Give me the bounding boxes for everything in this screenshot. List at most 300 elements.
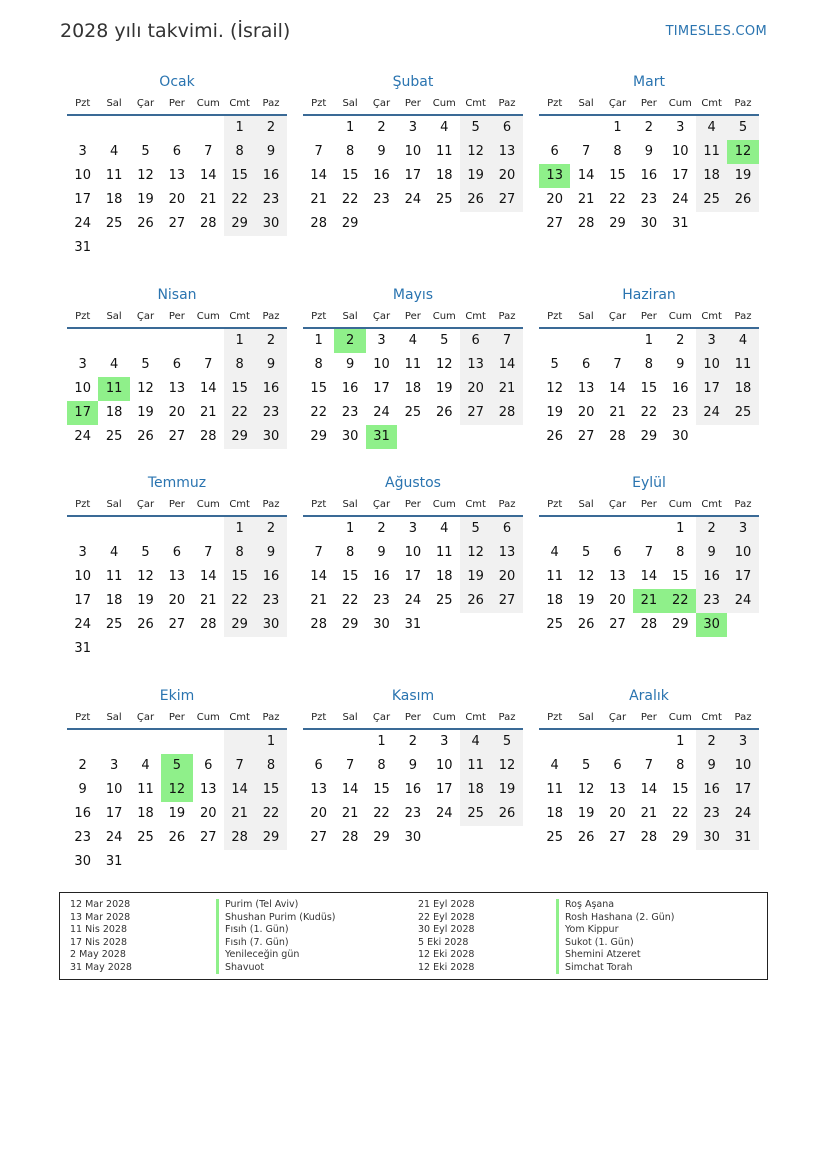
day-cell: 23 — [74, 830, 91, 845]
day-cell: 15 — [671, 569, 689, 584]
day-cell: 15 — [341, 168, 359, 183]
day-cell: 14 — [609, 381, 626, 396]
day-cell: 8 — [676, 545, 685, 560]
day-cell: 25 — [546, 830, 563, 845]
day-cell: 19 — [460, 164, 491, 188]
day-cell: 14 — [199, 168, 217, 183]
day-cell: 11 — [460, 754, 491, 778]
day-cell: 21 — [224, 802, 255, 826]
weekday-label: Çar — [136, 98, 155, 109]
weekday-label: Cmt — [701, 311, 722, 322]
day-cell: 16 — [671, 381, 689, 396]
day-cell: 5 — [727, 116, 758, 140]
day-cell: 19 — [137, 405, 154, 420]
day-cell: 21 — [609, 405, 626, 420]
day-cell: 10 — [105, 782, 123, 797]
weekday-label: Pzt — [75, 98, 91, 109]
day-cell: 26 — [137, 429, 154, 444]
day-cell: 24 — [105, 830, 123, 845]
day-cell: 19 — [546, 405, 563, 420]
weekday-label: Paz — [498, 712, 516, 723]
empty-cell — [161, 236, 192, 260]
day-cell: 10 — [74, 569, 91, 584]
legend-dates-right — [418, 899, 475, 974]
day-cell: 17 — [696, 377, 727, 401]
weekday-label: Pzt — [311, 311, 327, 322]
day-cell: 7 — [204, 144, 213, 159]
empty-cell — [334, 730, 365, 754]
weekday-header — [67, 307, 287, 329]
legend-entry: Shavuot — [216, 962, 336, 975]
weekday-label: Cmt — [701, 98, 722, 109]
day-grid — [303, 329, 523, 449]
weekday-label: Cmt — [465, 712, 486, 723]
day-cell: 23 — [373, 192, 390, 207]
day-cell: 15 — [310, 381, 327, 396]
day-cell: 3 — [78, 144, 87, 159]
empty-cell — [98, 517, 129, 541]
day-cell: 11 — [435, 144, 453, 159]
day-cell: 16 — [696, 565, 727, 589]
day-grid — [67, 116, 287, 260]
day-cell: 16 — [404, 782, 422, 797]
day-cell: 16 — [255, 164, 286, 188]
day-cell: 15 — [373, 782, 390, 797]
day-cell: 9 — [377, 545, 386, 560]
empty-cell — [130, 116, 161, 140]
day-cell: 18 — [696, 164, 727, 188]
weekday-label: Per — [640, 712, 657, 723]
day-cell: 14 — [577, 168, 595, 183]
empty-cell — [224, 236, 255, 260]
legend-entry: 11 Nis 2028 — [70, 924, 127, 935]
day-cell: 8 — [345, 144, 355, 159]
empty-cell — [67, 517, 98, 541]
month-calendar — [303, 70, 523, 236]
day-cell: 13 — [310, 782, 327, 797]
day-cell: 22 — [224, 401, 255, 425]
empty-cell — [193, 329, 224, 353]
weekday-header — [303, 307, 523, 329]
weekday-label: Çar — [372, 311, 391, 322]
day-cell: 27 — [609, 830, 626, 845]
empty-cell — [539, 517, 570, 541]
day-cell: 20 — [168, 405, 186, 420]
weekday-label: Pzt — [75, 499, 91, 510]
day-cell: 14 — [224, 778, 255, 802]
day-cell: 23 — [255, 188, 286, 212]
day-cell: 6 — [550, 144, 559, 159]
empty-cell — [98, 329, 129, 353]
day-cell: 14 — [341, 782, 359, 797]
weekday-label: Sal — [578, 98, 594, 109]
day-cell: 26 — [168, 830, 186, 845]
day-cell: 16 — [696, 778, 727, 802]
day-cell: 21 — [199, 192, 217, 207]
day-cell: 23 — [255, 401, 286, 425]
day-cell: 29 — [224, 613, 255, 637]
day-cell: 22 — [665, 589, 696, 613]
day-cell: 12 — [577, 782, 595, 797]
day-cell: 19 — [435, 381, 453, 396]
day-cell: 20 — [168, 593, 186, 608]
day-cell: 7 — [314, 144, 323, 159]
day-cell: 4 — [109, 545, 119, 560]
day-cell: 15 — [255, 778, 286, 802]
weekday-label: Cmt — [465, 499, 486, 510]
day-cell: 5 — [491, 730, 522, 754]
day-cell: 30 — [696, 826, 727, 850]
empty-cell — [255, 850, 286, 874]
weekday-label: Per — [168, 712, 185, 723]
weekday-label: Pzt — [75, 311, 91, 322]
day-cell: 29 — [640, 429, 658, 444]
day-cell: 19 — [137, 192, 154, 207]
day-cell: 11 — [727, 353, 758, 377]
weekday-label: Çar — [608, 98, 627, 109]
legend-entry: 30 Eyl 2028 — [418, 924, 475, 935]
weekday-label: Cum — [196, 311, 220, 322]
brand-link[interactable]: TIMESLES.COM — [665, 24, 767, 39]
day-cell: 18 — [460, 778, 491, 802]
day-cell: 20 — [199, 806, 217, 821]
empty-cell — [193, 730, 224, 754]
day-cell: 11 — [546, 782, 563, 797]
empty-cell — [130, 236, 161, 260]
day-cell: 13 — [168, 381, 186, 396]
day-cell: 17 — [671, 168, 689, 183]
day-cell: 22 — [609, 192, 626, 207]
weekday-label: Cmt — [229, 712, 250, 723]
day-cell: 3 — [727, 517, 758, 541]
day-cell: 5 — [581, 545, 591, 560]
day-cell: 29 — [609, 216, 626, 231]
day-cell: 2 — [255, 329, 286, 353]
weekday-label: Çar — [608, 712, 627, 723]
day-cell: 1 — [676, 521, 685, 536]
day-cell: 5 — [581, 758, 591, 773]
day-cell: 2 — [377, 120, 386, 135]
day-cell: 29 — [310, 429, 327, 444]
day-cell: 5 — [440, 333, 449, 348]
day-cell: 9 — [696, 541, 727, 565]
empty-cell — [98, 730, 129, 754]
day-cell: 5 — [141, 545, 150, 560]
day-cell: 18 — [546, 593, 563, 608]
day-cell: 8 — [345, 545, 355, 560]
weekday-label: Cmt — [229, 98, 250, 109]
day-cell: 14 — [640, 569, 658, 584]
weekday-label: Çar — [372, 712, 391, 723]
day-cell: 13 — [609, 569, 626, 584]
day-cell: 26 — [460, 188, 491, 212]
day-cell: 1 — [224, 329, 255, 353]
month-calendar — [539, 471, 759, 637]
day-grid — [67, 329, 287, 449]
empty-cell — [570, 116, 601, 140]
legend-entry: 2 May 2028 — [70, 949, 126, 960]
day-cell: 6 — [460, 329, 491, 353]
day-cell: 21 — [199, 405, 217, 420]
weekday-label: Cum — [668, 98, 692, 109]
month-title: Ağustos — [385, 475, 441, 491]
day-cell: 7 — [314, 545, 323, 560]
day-cell: 21 — [577, 192, 595, 207]
day-cell: 5 — [141, 144, 150, 159]
day-cell: 28 — [341, 830, 359, 845]
weekday-label: Çar — [372, 98, 391, 109]
day-cell: 8 — [644, 357, 653, 372]
day-cell: 3 — [408, 120, 417, 135]
day-cell: 4 — [696, 116, 727, 140]
month-title: Ocak — [159, 74, 195, 90]
empty-cell — [570, 329, 601, 353]
empty-cell — [67, 116, 98, 140]
weekday-label: Paz — [498, 98, 516, 109]
empty-cell — [193, 236, 224, 260]
weekday-label: Cum — [196, 98, 220, 109]
day-grid — [303, 517, 523, 637]
day-cell: 25 — [727, 401, 758, 425]
day-cell: 14 — [310, 569, 327, 584]
weekday-label: Paz — [498, 499, 516, 510]
day-cell: 26 — [546, 429, 563, 444]
day-cell: 13 — [577, 381, 595, 396]
day-cell: 4 — [109, 144, 119, 159]
day-cell: 20 — [491, 164, 522, 188]
legend-entry: Yenileceğin gün — [216, 949, 336, 962]
weekday-label: Cum — [432, 98, 456, 109]
day-cell: 5 — [550, 357, 559, 372]
empty-cell — [224, 850, 255, 874]
day-cell: 9 — [345, 357, 355, 372]
day-cell: 23 — [696, 589, 727, 613]
day-cell: 28 — [199, 429, 217, 444]
day-cell: 30 — [255, 425, 286, 449]
day-cell: 7 — [491, 329, 522, 353]
day-cell: 20 — [310, 806, 327, 821]
day-cell: 6 — [491, 116, 522, 140]
page-title: 2028 yılı takvimi. (İsrail) — [60, 20, 291, 42]
day-cell: 23 — [696, 802, 727, 826]
day-cell: 21 — [199, 593, 217, 608]
empty-cell — [98, 116, 129, 140]
day-cell: 30 — [373, 617, 390, 632]
day-cell: 24 — [727, 589, 758, 613]
day-cell: 2 — [408, 734, 417, 749]
day-cell: 10 — [435, 758, 453, 773]
day-cell: 2 — [78, 758, 87, 773]
day-cell: 18 — [435, 168, 453, 183]
day-cell: 18 — [546, 806, 563, 821]
day-cell: 3 — [408, 521, 417, 536]
day-cell: 21 — [640, 806, 658, 821]
day-cell: 9 — [696, 754, 727, 778]
day-cell: 31 — [404, 617, 422, 632]
empty-cell — [161, 517, 192, 541]
empty-cell — [130, 637, 161, 661]
month-calendar — [67, 283, 287, 449]
empty-cell — [193, 517, 224, 541]
weekday-label: Per — [640, 311, 657, 322]
weekday-label: Cum — [668, 311, 692, 322]
day-cell: 17 — [404, 569, 422, 584]
empty-cell — [130, 329, 161, 353]
day-cell: 10 — [74, 168, 91, 183]
day-cell: 25 — [435, 593, 453, 608]
day-grid — [539, 517, 759, 637]
day-cell: 19 — [460, 565, 491, 589]
day-cell: 28 — [640, 617, 658, 632]
empty-cell — [255, 637, 286, 661]
day-cell: 15 — [341, 569, 359, 584]
day-cell: 1 — [224, 517, 255, 541]
day-cell: 7 — [581, 144, 591, 159]
day-cell: 7 — [224, 754, 255, 778]
day-cell: 10 — [727, 541, 758, 565]
weekday-header — [539, 307, 759, 329]
day-cell: 4 — [440, 521, 449, 536]
day-cell: 8 — [224, 541, 255, 565]
weekday-label: Cmt — [229, 499, 250, 510]
day-cell: 15 — [224, 164, 255, 188]
legend-entry: Yom Kippur — [556, 924, 675, 937]
day-cell: 24 — [404, 192, 422, 207]
day-cell: 18 — [105, 593, 123, 608]
day-cell: 1 — [613, 120, 622, 135]
day-cell: 9 — [676, 357, 685, 372]
day-cell: 31 — [105, 854, 123, 869]
month-title: Temmuz — [147, 475, 207, 491]
day-cell: 17 — [373, 381, 390, 396]
day-cell: 22 — [310, 405, 327, 420]
day-cell: 26 — [137, 617, 154, 632]
empty-cell — [460, 425, 491, 449]
day-cell: 11 — [435, 545, 453, 560]
empty-cell — [727, 212, 758, 236]
day-cell: 8 — [676, 758, 685, 773]
day-cell: 17 — [105, 806, 123, 821]
weekday-label: Cum — [432, 499, 456, 510]
month-title: Mayıs — [392, 287, 434, 303]
day-cell: 11 — [98, 377, 129, 401]
day-cell: 9 — [408, 758, 417, 773]
weekday-label: Pzt — [547, 712, 563, 723]
day-cell: 18 — [727, 377, 758, 401]
day-cell: 8 — [224, 140, 255, 164]
day-cell: 21 — [310, 593, 327, 608]
day-cell: 2 — [676, 333, 685, 348]
weekday-label: Çar — [608, 311, 627, 322]
day-cell: 12 — [137, 381, 154, 396]
weekday-label: Sal — [342, 98, 358, 109]
legend-entry: Shemini Atzeret — [556, 949, 675, 962]
day-cell: 20 — [460, 377, 491, 401]
day-cell: 26 — [577, 617, 595, 632]
day-cell: 9 — [255, 140, 286, 164]
empty-cell — [224, 637, 255, 661]
day-cell: 30 — [74, 854, 91, 869]
day-cell: 27 — [546, 216, 563, 231]
empty-cell — [460, 613, 491, 637]
weekday-label: Cmt — [701, 712, 722, 723]
day-cell: 4 — [727, 329, 758, 353]
weekday-label: Sal — [342, 311, 358, 322]
weekday-label: Çar — [136, 311, 155, 322]
day-cell: 12 — [491, 754, 522, 778]
month-title: Eylül — [632, 475, 666, 491]
empty-cell — [429, 613, 460, 637]
day-cell: 12 — [546, 381, 563, 396]
day-cell: 7 — [644, 758, 653, 773]
empty-cell — [161, 730, 192, 754]
day-cell: 20 — [577, 405, 595, 420]
empty-cell — [539, 329, 570, 353]
day-cell: 15 — [224, 565, 255, 589]
weekday-label: Per — [404, 311, 421, 322]
day-cell: 27 — [460, 401, 491, 425]
day-cell: 3 — [696, 329, 727, 353]
empty-cell — [539, 116, 570, 140]
weekday-header — [303, 708, 523, 730]
empty-cell — [602, 329, 633, 353]
day-cell: 25 — [137, 830, 154, 845]
day-cell: 25 — [460, 802, 491, 826]
weekday-label: Çar — [136, 499, 155, 510]
day-cell: 12 — [137, 168, 154, 183]
day-cell: 26 — [435, 405, 453, 420]
day-cell: 27 — [168, 216, 186, 231]
empty-cell — [429, 826, 460, 850]
empty-cell — [696, 212, 727, 236]
day-cell: 20 — [546, 192, 563, 207]
month-title: Ekim — [159, 688, 195, 704]
day-cell: 2 — [255, 517, 286, 541]
day-cell: 10 — [74, 381, 91, 396]
day-cell: 23 — [341, 405, 359, 420]
empty-cell — [570, 730, 601, 754]
empty-cell — [460, 826, 491, 850]
holiday-legend — [59, 892, 768, 980]
day-cell: 1 — [676, 734, 685, 749]
day-cell: 10 — [404, 545, 422, 560]
day-cell: 22 — [255, 802, 286, 826]
day-cell: 21 — [341, 806, 359, 821]
day-cell: 31 — [366, 425, 397, 449]
weekday-label: Sal — [106, 311, 122, 322]
day-cell: 19 — [727, 164, 758, 188]
legend-names-left — [216, 899, 336, 974]
empty-cell — [460, 212, 491, 236]
empty-cell — [130, 730, 161, 754]
day-cell: 25 — [105, 617, 123, 632]
day-cell: 30 — [341, 429, 359, 444]
day-cell: 4 — [550, 545, 559, 560]
day-cell: 27 — [199, 830, 217, 845]
day-cell: 18 — [105, 405, 123, 420]
day-cell: 10 — [671, 144, 689, 159]
day-cell: 1 — [345, 521, 355, 536]
day-cell: 23 — [255, 589, 286, 613]
weekday-label: Cmt — [229, 311, 250, 322]
day-cell: 13 — [168, 168, 186, 183]
day-cell: 5 — [460, 517, 491, 541]
empty-cell — [255, 236, 286, 260]
day-cell: 17 — [74, 593, 91, 608]
empty-cell — [67, 730, 98, 754]
empty-cell — [727, 425, 758, 449]
day-cell: 25 — [696, 188, 727, 212]
